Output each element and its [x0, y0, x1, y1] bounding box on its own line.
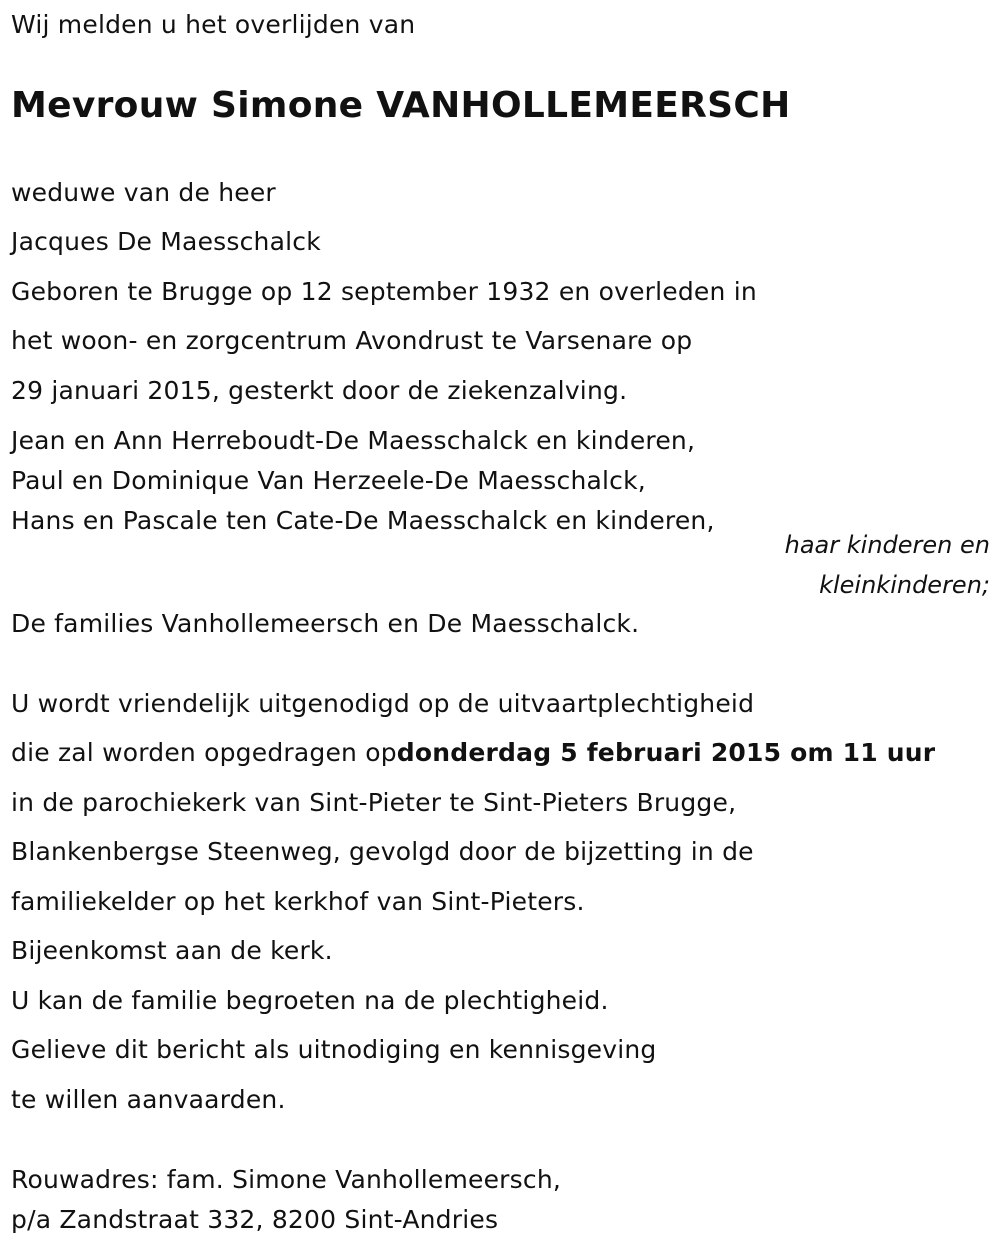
ceremony-line-5: familiekelder op het kerkhof van Sint-Pieters. [11, 887, 585, 916]
ceremony-line-7: U kan de familie begroeten na de plechtigheid. [11, 986, 609, 1015]
ceremony-line-2-prefix: die zal worden opgedragen op [11, 738, 397, 767]
ceremony-line-3: in de parochiekerk van Sint-Pieter te Sint-Pieters Brugge, [11, 788, 737, 817]
ceremony-line-4: Blankenbergse Steenweg, gevolgd door de bijzetting in de [11, 837, 754, 866]
birth-death-line-2: het woon- en zorgcentrum Avondrust te Varsenare op [11, 326, 693, 355]
birth-death-line-1: Geboren te Brugge op 12 september 1932 en overleden in [11, 277, 757, 306]
ceremony-line-1: U wordt vriendelijk uitgenodigd op de uitvaartplechtigheid [11, 689, 755, 718]
mourner-line-2: Paul en Dominique Van Herzeele-De Maesschalck, [11, 466, 646, 495]
mourner-line-1: Jean en Ann Herreboudt-De Maesschalck en kinderen, [11, 426, 696, 455]
address-line-2: p/a Zandstraat 332, 8200 Sint-Andries [11, 1205, 499, 1234]
families-line: De families Vanhollemeersch en De Maesschalck. [11, 609, 640, 638]
deceased-name: Mevrouw Simone VANHOLLEMEERSCH [11, 85, 791, 126]
birth-death-line-3: 29 januari 2015, gesterkt door de ziekenzalving. [11, 376, 628, 405]
mourner-line-3: Hans en Pascale ten Cate-De Maesschalck en kinderen, [11, 506, 715, 535]
spouse-line-2: Jacques De Maesschalck [11, 227, 321, 256]
ceremony-line-9: te willen aanvaarden. [11, 1085, 286, 1114]
address-line-1: Rouwadres: fam. Simone Vanhollemeersch, [11, 1165, 562, 1194]
ceremony-date: donderdag 5 februari 2015 om 11 uur [396, 738, 936, 767]
relation-line-2: kleinkinderen; [819, 571, 990, 599]
ceremony-line-8: Gelieve dit bericht als uitnodiging en kennisgeving [11, 1035, 657, 1064]
ceremony-line-6: Bijeenkomst aan de kerk. [11, 936, 333, 965]
intro-text: Wij melden u het overlijden van [11, 10, 416, 39]
relation-line-1: haar kinderen en [784, 531, 990, 559]
ceremony-line-2 [11, 738, 935, 768]
spouse-line-1: weduwe van de heer [11, 178, 276, 207]
